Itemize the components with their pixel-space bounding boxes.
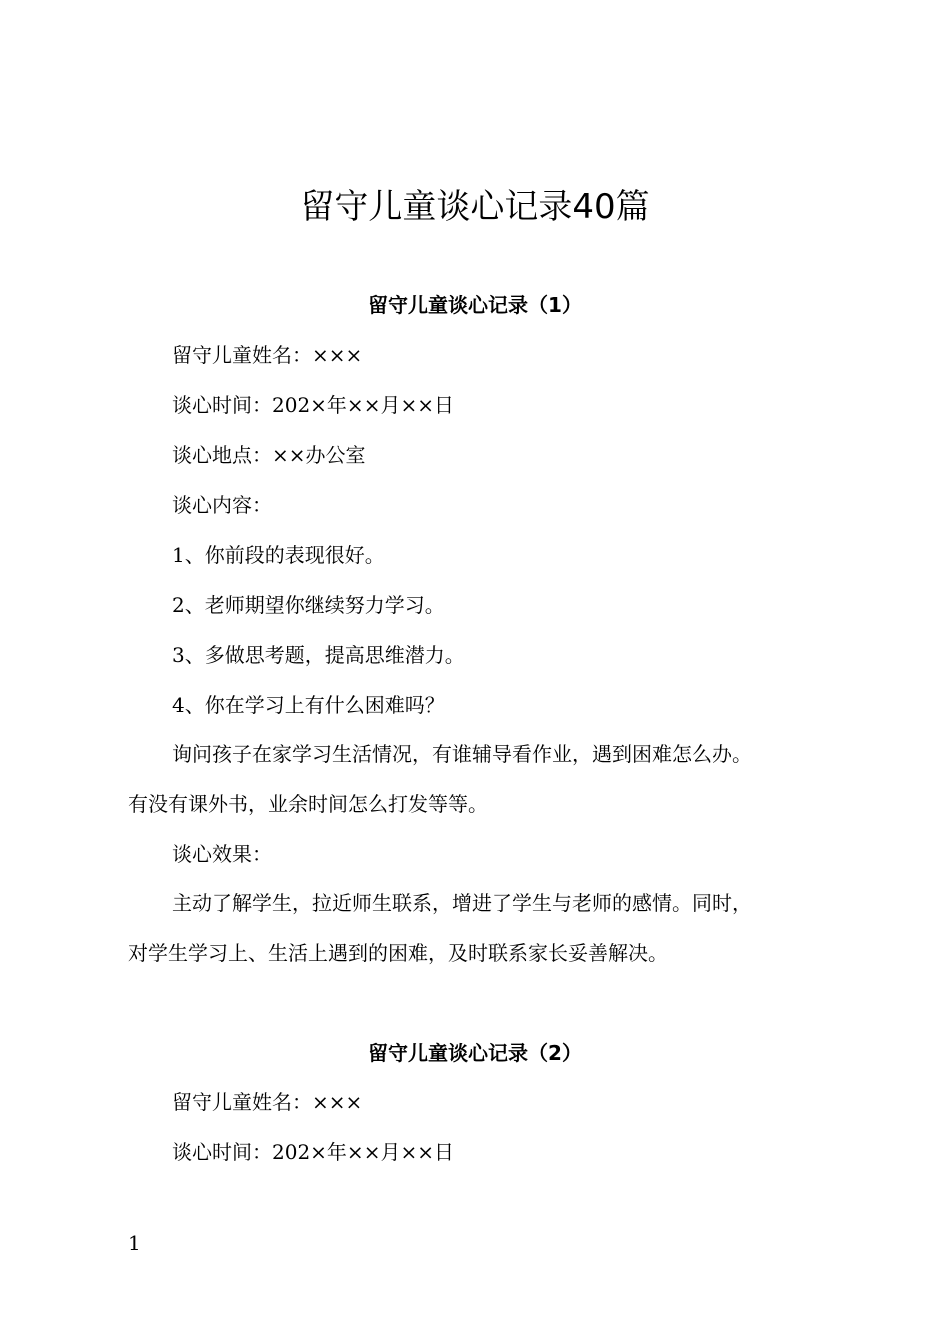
child-name-line-2: 留守儿童姓名：××× — [172, 1090, 363, 1114]
talk-time-line: 谈心时间：202×年××月××日 — [172, 393, 454, 417]
talk-place-line: 谈心地点：××办公室 — [172, 443, 366, 467]
section-heading-2: 留守儿童谈心记录（2） — [368, 1041, 582, 1065]
content-item-4: 4、你在学习上有什么困难吗？ — [172, 693, 445, 717]
inquiry-paragraph-line-1: 询问孩子在家学习生活情况，有谁辅导看作业，遇到困难怎么办。 — [172, 742, 752, 766]
document-title: 留守儿童谈心记录40篇 — [300, 187, 650, 227]
talk-effect-label: 谈心效果： — [172, 842, 272, 866]
content-item-1: 1、你前段的表现很好。 — [172, 543, 385, 567]
section-heading-1: 留守儿童谈心记录（1） — [368, 293, 582, 317]
effect-paragraph-line-1: 主动了解学生，拉近师生联系，增进了学生与老师的感情。同时， — [172, 891, 752, 915]
inquiry-paragraph-line-2: 有没有课外书，业余时间怎么打发等等。 — [128, 792, 488, 816]
talk-content-label: 谈心内容： — [172, 493, 272, 517]
page-number: 1 — [128, 1231, 141, 1255]
child-name-line: 留守儿童姓名：××× — [172, 343, 363, 367]
content-item-2: 2、老师期望你继续努力学习。 — [172, 593, 445, 617]
talk-time-line-2: 谈心时间：202×年××月××日 — [172, 1140, 454, 1164]
effect-paragraph-line-2: 对学生学习上、生活上遇到的困难，及时联系家长妥善解决。 — [128, 941, 668, 965]
content-item-3: 3、多做思考题，提高思维潜力。 — [172, 643, 465, 667]
